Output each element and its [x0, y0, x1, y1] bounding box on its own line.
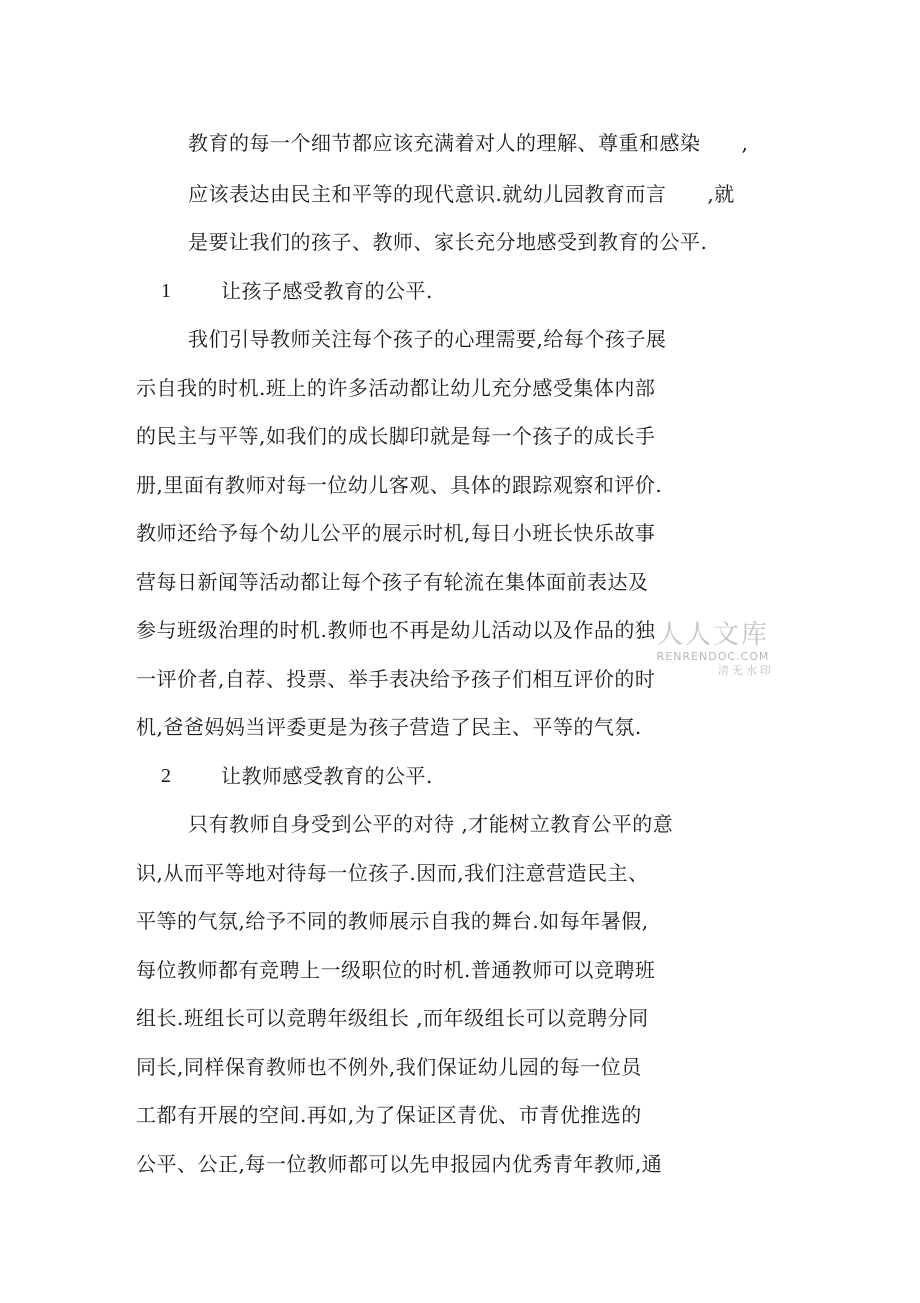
- section-1-line: 参与班级治理的时机.教师也不再是幼儿活动以及作品的独: [136, 618, 656, 642]
- watermark: [648, 620, 778, 678]
- section-2-heading: 让教师感受教育的公平.: [221, 764, 433, 788]
- intro-line-2: 应该表达由民主和平等的现代意识.就幼儿园教育而言 ,就: [188, 182, 735, 206]
- section-2-line: 平等的气氛,给予不同的教师展示自我的舞台.如每年暑假,: [136, 909, 649, 933]
- section-1-line: 的民主与平等,如我们的成长脚印就是每一个孩子的成长手: [136, 424, 656, 448]
- watermark-subtitle: 清无水印: [718, 664, 774, 677]
- section-1-line: 营每日新闻等活动都让每个孩子有轮流在集体面前表达及: [136, 570, 649, 594]
- section-1-heading: 让孩子感受教育的公平.: [221, 279, 433, 303]
- watermark-url: RENRENDOC.COM: [656, 650, 770, 663]
- section-1-line: 一评价者,自荐、投票、举手表决给予孩子们相互评价的时: [136, 667, 656, 691]
- section-2-line: 只有教师自身受到公平的对待 ,才能树立教育公平的意: [188, 812, 674, 836]
- intro-line-1: 教育的每一个细节都应该充满着对人的理解、尊重和感染 ,: [188, 131, 749, 155]
- section-2-line: 每位教师都有竞聘上一级职位的时机.普通教师可以竞聘班: [136, 958, 656, 982]
- section-1-number: 1: [161, 280, 171, 302]
- section-2-line: 识,从而平等地对待每一位孩子.因而,我们注意营造民主、: [136, 861, 649, 885]
- section-2-line: 工都有开展的空间.再如,为了保证区青优、市青优推选的: [136, 1103, 642, 1127]
- section-1-line: 册,里面有教师对每一位幼儿客观、具体的跟踪观察和评价.: [136, 473, 663, 497]
- section-1-line: 机,爸爸妈妈当评委更是为孩子营造了民主、平等的气氛.: [136, 715, 642, 739]
- section-1-line: 示自我的时机.班上的许多活动都让幼儿充分感受集体内部: [136, 376, 656, 400]
- section-1-line: 教师还给予每个幼儿公平的展示时机,每日小班长快乐故事: [136, 521, 656, 545]
- section-2-line: 公平、公正,每一位教师都可以先申报园内优秀青年教师,通: [136, 1152, 663, 1176]
- section-2-line: 同长,同样保育教师也不例外,我们保证幼儿园的每一位员: [136, 1055, 642, 1079]
- section-1-line: 我们引导教师关注每个孩子的心理需要,给每个孩子展: [188, 327, 667, 351]
- section-2-number: 2: [161, 765, 171, 787]
- section-2-line: 组长.班组长可以竞聘年级组长 ,而年级组长可以竞聘分同: [136, 1006, 649, 1030]
- intro-line-3: 是要让我们的孩子、教师、家长充分地感受到教育的公平.: [188, 230, 708, 254]
- watermark-logo-text: 人人文库: [656, 620, 769, 650]
